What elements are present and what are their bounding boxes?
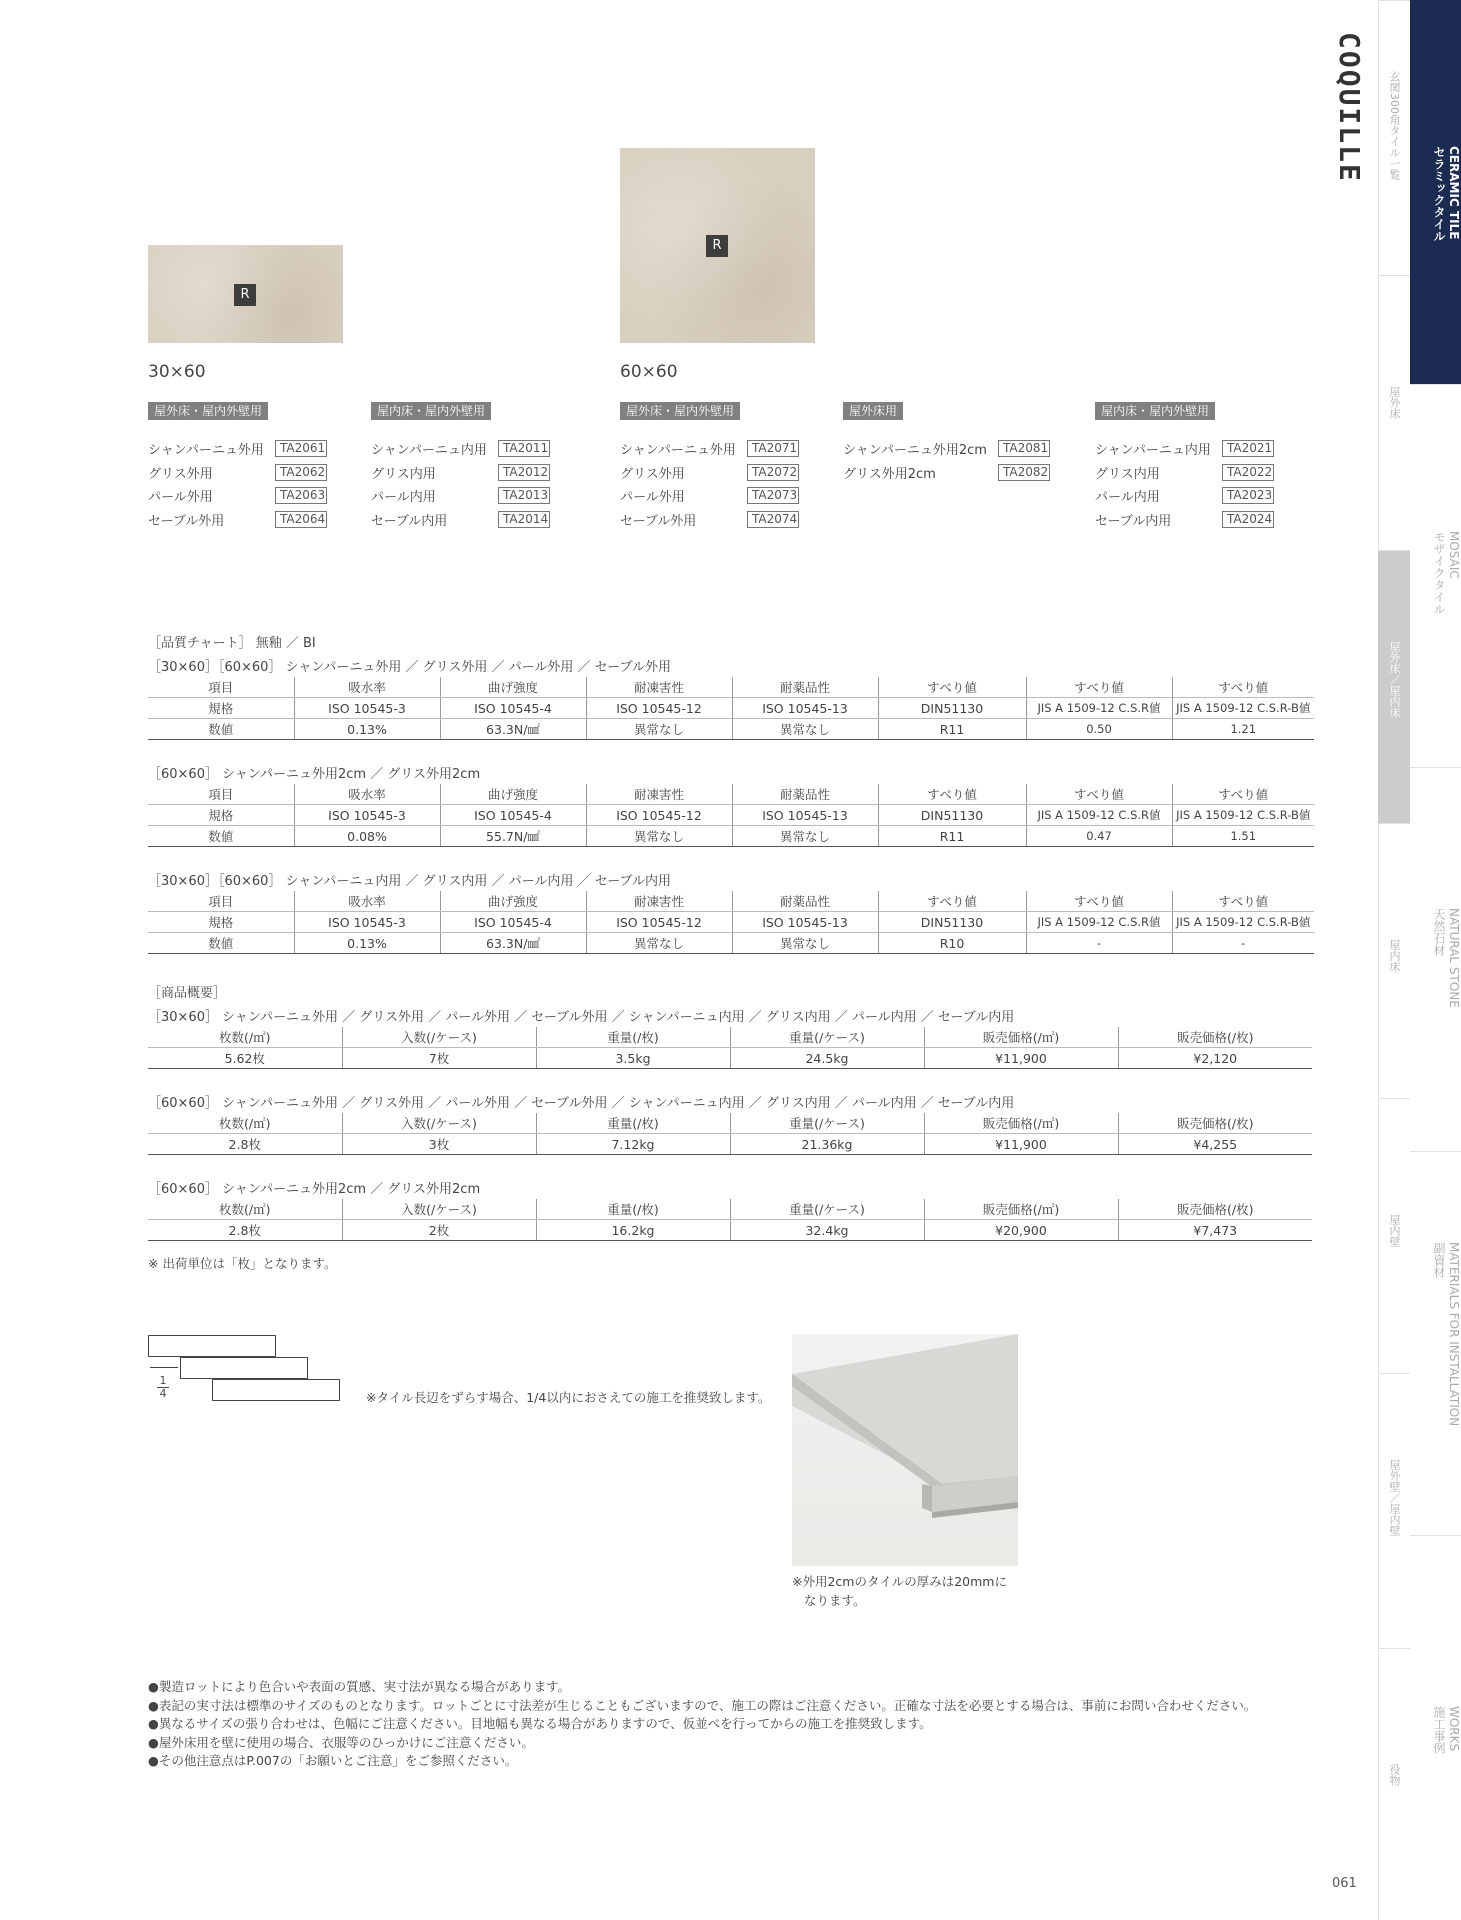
column-header: 枚数(/㎡) — [148, 1199, 342, 1220]
tab-label-en: WORKS — [1447, 1706, 1461, 1752]
product-name: セーブル内用 — [1095, 513, 1172, 529]
tab-label-jp: セラミックタイル — [1432, 146, 1446, 242]
table-row — [148, 698, 1314, 719]
tab-label-en: CERAMIC TILE — [1447, 146, 1461, 240]
table-cell: ISO 10545-13 — [732, 912, 878, 933]
offset-fraction — [157, 1375, 169, 1400]
table-cell: JIS A 1509-12 C.S.R値 — [1026, 698, 1172, 719]
product-name: シャンパーニュ外用2cm — [843, 443, 987, 458]
table-cell: ISO 10545-13 — [732, 805, 878, 826]
product-table — [148, 1113, 1312, 1155]
column-header: 耐薬品性 — [732, 677, 878, 698]
column-header: 耐薬品性 — [732, 891, 878, 912]
column-header: 枚数(/㎡) — [148, 1027, 342, 1048]
column-header: 曲げ強度 — [440, 891, 586, 912]
product-code: TA2014 — [498, 511, 550, 528]
column-header: すべり値 — [1172, 891, 1314, 912]
table-cell: ¥2,120 — [1118, 1048, 1312, 1069]
footnote: ●異なるサイズの張り合わせは、色幅にご注意ください。目地幅も異なる場合がありますので、仮並べを行ってからの施工を推奨致します。 — [148, 1716, 932, 1731]
quality-table — [148, 784, 1314, 847]
table-cell: - — [1026, 933, 1172, 954]
tile-size-label: 30×60 — [148, 362, 206, 382]
column-header: 販売価格(/枚) — [1118, 1027, 1312, 1048]
column-header: 吸水率 — [294, 677, 440, 698]
column-header: すべり値 — [1172, 784, 1314, 805]
offset-arrow — [150, 1367, 178, 1368]
product-table-title: ［30×60］ シャンパーニュ外用 ／ グリス外用 ／ パール外用 ／ セーブル外用 ／ シャンパーニュ内用 ／ グリス内用 ／ パール内用 ／ セーブル内用 — [148, 1010, 1015, 1025]
tile-bar — [148, 1335, 276, 1357]
column-header: すべり値 — [878, 891, 1026, 912]
table-cell: 55.7N/㎟ — [440, 826, 586, 847]
column-header: 耐凍害性 — [586, 784, 732, 805]
table-cell: 2.8枚 — [148, 1220, 342, 1241]
table-cell: 0.08% — [294, 826, 440, 847]
table-row — [148, 1134, 1312, 1155]
column-header: 入数(/ケース) — [342, 1027, 536, 1048]
subtab-label: 屋内壁 — [1388, 1214, 1401, 1247]
table-cell: 異常なし — [586, 933, 732, 954]
quality-table-title: ［30×60］［60×60］ シャンパーニュ内用 ／ グリス内用 ／ パール内用 ／ セーブル内用 — [148, 874, 671, 889]
tile-bar — [180, 1357, 308, 1379]
product-code: TA2071 — [747, 440, 799, 457]
tab-label-jp: 施工事例 — [1432, 1706, 1446, 1754]
table-cell: ¥11,900 — [924, 1134, 1118, 1155]
table-cell: ISO 10545-4 — [440, 805, 586, 826]
caption-line: なります。 — [804, 1593, 866, 1608]
column-header: 項目 — [148, 784, 294, 805]
subtab-trim[interactable] — [1378, 1648, 1410, 1920]
usage-category-label: 屋内床・屋内外壁用 — [371, 402, 491, 420]
subtab-label: 屋外壁／屋内壁 — [1388, 1459, 1401, 1536]
table-cell: 数値 — [148, 826, 294, 847]
table-cell: - — [1172, 933, 1314, 954]
column-header: 曲げ強度 — [440, 784, 586, 805]
table-cell: 異常なし — [586, 719, 732, 740]
subtab-label: 屋外床 — [1388, 386, 1401, 419]
tile-size-label: 60×60 — [620, 362, 678, 382]
table-row — [148, 1220, 1312, 1241]
column-header: 重量(/枚) — [536, 1199, 730, 1220]
column-header: 枚数(/㎡) — [148, 1113, 342, 1134]
subtab-indoor-floor[interactable] — [1378, 823, 1410, 1098]
product-name: セーブル外用 — [148, 513, 225, 529]
usage-category-label: 屋内床・屋内外壁用 — [1095, 402, 1215, 420]
table-cell: 32.4kg — [730, 1220, 924, 1241]
table-cell: 0.13% — [294, 719, 440, 740]
subtab-outdoor-floor[interactable] — [1378, 275, 1410, 550]
column-header: 吸水率 — [294, 891, 440, 912]
column-header: すべり値 — [878, 677, 1026, 698]
thickness-caption — [792, 1572, 1007, 1610]
column-header: すべり値 — [1026, 891, 1172, 912]
table-cell: JIS A 1509-12 C.S.R-B値 — [1172, 698, 1314, 719]
footnote: ●その他注意点はP.007の「お願いとご注意」をご参照ください。 — [148, 1753, 518, 1768]
table-cell: 7.12kg — [536, 1134, 730, 1155]
tab-label-jp: モザイクタイル — [1432, 531, 1446, 615]
column-header: 耐薬品性 — [732, 784, 878, 805]
tab-mosaic[interactable] — [1410, 384, 1461, 824]
product-name: パール外用 — [148, 490, 213, 505]
subtab-label: 屋外床／屋内床 — [1388, 641, 1401, 718]
column-header: 販売価格(/㎡) — [924, 1027, 1118, 1048]
table-cell: 7枚 — [342, 1048, 536, 1069]
product-table-title: ［60×60］ シャンパーニュ外用2cm ／ グリス外用2cm — [148, 1182, 481, 1197]
quality-chart-heading: ［品質チャート］ 無釉 ／ BⅠ — [148, 636, 316, 651]
quality-table — [148, 677, 1314, 740]
slip-rating-badge: R — [234, 284, 256, 306]
caption-line: ※外用2cmのタイルの厚みは20mmに — [792, 1574, 1007, 1589]
table-cell: 0.47 — [1026, 826, 1172, 847]
column-header: 吸水率 — [294, 784, 440, 805]
table-cell: 63.3N/㎟ — [440, 933, 586, 954]
subtab-label: 玄関300角タイル一覧 — [1388, 71, 1401, 180]
column-header: 項目 — [148, 891, 294, 912]
slip-rating-badge: R — [706, 235, 728, 257]
table-row — [148, 933, 1314, 954]
table-row — [148, 826, 1314, 847]
table-cell: ISO 10545-3 — [294, 698, 440, 719]
table-row — [148, 805, 1314, 826]
usage-category-label: 屋外床・屋内外壁用 — [620, 402, 740, 420]
tile-bar — [212, 1379, 340, 1401]
table-cell: 3.5kg — [536, 1048, 730, 1069]
table-cell: 0.50 — [1026, 719, 1172, 740]
table-cell: 規格 — [148, 698, 294, 719]
tab-label-en: MATERIALS FOR INSTALLATION — [1447, 1242, 1461, 1427]
tab-ceramic-tile[interactable] — [1410, 0, 1461, 384]
tab-label-en: MOSAIC — [1447, 531, 1461, 579]
table-cell: JIS A 1509-12 C.S.R値 — [1026, 805, 1172, 826]
column-header: 重量(/枚) — [536, 1113, 730, 1134]
table-cell: ISO 10545-3 — [294, 805, 440, 826]
table-cell: R11 — [878, 826, 1026, 847]
tab-works[interactable] — [1410, 1535, 1461, 1920]
column-header: 重量(/ケース) — [730, 1113, 924, 1134]
table-cell: 3枚 — [342, 1134, 536, 1155]
tab-natural-stone[interactable] — [1410, 767, 1461, 1151]
fraction-bottom: 4 — [157, 1387, 169, 1400]
usage-category-label: 屋外床用 — [843, 402, 903, 420]
table-cell: 異常なし — [732, 826, 878, 847]
quality-table-title: ［60×60］ シャンパーニュ外用2cm ／ グリス外用2cm — [148, 767, 481, 782]
column-header: 重量(/ケース) — [730, 1199, 924, 1220]
product-code: TA2021 — [1222, 440, 1274, 457]
subtab-outdoor-indoor-wall[interactable] — [1378, 1373, 1410, 1648]
table-cell: ISO 10545-4 — [440, 912, 586, 933]
offset-caption: ※タイル長辺をずらす場合、1/4以内におさえての施工を推奨致します。 — [366, 1390, 771, 1405]
product-code: TA2023 — [1222, 487, 1274, 504]
table-cell: JIS A 1509-12 C.S.R-B値 — [1172, 805, 1314, 826]
table-cell: JIS A 1509-12 C.S.R値 — [1026, 912, 1172, 933]
subtab-indoor-wall[interactable] — [1378, 1098, 1410, 1373]
table-cell: ISO 10545-12 — [586, 805, 732, 826]
product-code: TA2012 — [498, 464, 550, 481]
subtab-entrance-300[interactable] — [1378, 0, 1410, 275]
column-header: 曲げ強度 — [440, 677, 586, 698]
table-cell: ISO 10545-4 — [440, 698, 586, 719]
product-name: グリス外用 — [620, 466, 685, 482]
quality-table — [148, 891, 1314, 954]
product-code: TA2064 — [275, 511, 327, 528]
table-cell: R10 — [878, 933, 1026, 954]
product-name: グリス外用 — [148, 466, 213, 482]
product-code: TA2074 — [747, 511, 799, 528]
thickness-photo — [792, 1334, 1018, 1566]
column-header: 販売価格(/枚) — [1118, 1113, 1312, 1134]
column-header: すべり値 — [1172, 677, 1314, 698]
column-header: 入数(/ケース) — [342, 1199, 536, 1220]
column-header: 耐凍害性 — [586, 891, 732, 912]
product-name: パール内用 — [1095, 490, 1160, 505]
table-row — [148, 912, 1314, 933]
product-code: TA2062 — [275, 464, 327, 481]
column-header: 耐凍害性 — [586, 677, 732, 698]
product-overview-heading: ［商品概要］ — [148, 986, 227, 1001]
table-cell: ISO 10545-13 — [732, 698, 878, 719]
table-cell: 異常なし — [732, 719, 878, 740]
column-header: 重量(/枚) — [536, 1027, 730, 1048]
table-row — [148, 719, 1314, 740]
column-header: 販売価格(/枚) — [1118, 1199, 1312, 1220]
footnote: ●表記の実寸法は標準のサイズのものとなります。ロットごとに寸法差が生じることもございますので、施工の際はご注意ください。正確な寸法を必要とする場合は、事前にお問い合わせください。 — [148, 1697, 1257, 1713]
product-name: シャンパーニュ外用 — [620, 443, 736, 458]
table-cell: 2.8枚 — [148, 1134, 342, 1155]
table-cell: 21.36kg — [730, 1134, 924, 1155]
product-code: TA2072 — [747, 464, 799, 481]
subtab-label: 屋内床 — [1388, 939, 1401, 972]
table-cell: ¥20,900 — [924, 1220, 1118, 1241]
table-cell: ¥7,473 — [1118, 1220, 1312, 1241]
table-cell: 63.3N/㎟ — [440, 719, 586, 740]
table-cell: ¥11,900 — [924, 1048, 1118, 1069]
column-header: すべり値 — [1026, 784, 1172, 805]
product-code: TA2011 — [498, 440, 550, 457]
tile-swatch-30x60 — [148, 245, 343, 343]
fraction-top: 1 — [159, 1374, 167, 1387]
product-code: TA2024 — [1222, 511, 1274, 528]
brand-title: COQUILLE — [1333, 32, 1366, 183]
table-cell: 異常なし — [732, 933, 878, 954]
product-name: セーブル外用 — [620, 513, 697, 529]
tab-materials-for-installation[interactable] — [1410, 1151, 1461, 1535]
product-code: TA2061 — [275, 440, 327, 457]
product-name: セーブル内用 — [371, 513, 448, 529]
usage-category-label: 屋外床・屋内外壁用 — [148, 402, 268, 420]
table-cell: 0.13% — [294, 933, 440, 954]
product-name: グリス内用 — [1095, 466, 1160, 482]
product-code: TA2063 — [275, 487, 327, 504]
column-header: 重量(/ケース) — [730, 1027, 924, 1048]
product-code: TA2081 — [998, 440, 1050, 457]
subtab-outdoor-indoor-floor[interactable] — [1378, 550, 1410, 823]
footnote: ●製造ロットにより色合いや表面の質感、実寸法が異なる場合があります。 — [148, 1679, 571, 1694]
table-cell: 24.5kg — [730, 1048, 924, 1069]
tab-label-jp: 副資材 — [1432, 1242, 1446, 1278]
product-code: TA2073 — [747, 487, 799, 504]
product-name: シャンパーニュ外用 — [148, 443, 264, 458]
quality-table-title: ［30×60］［60×60］ シャンパーニュ外用 ／ グリス外用 ／ パール外用 ／ セーブル外用 — [148, 660, 671, 675]
table-cell: ¥4,255 — [1118, 1134, 1312, 1155]
table-cell: R11 — [878, 719, 1026, 740]
tile-swatch-60x60 — [620, 148, 815, 343]
table-cell: DIN51130 — [878, 805, 1026, 826]
product-name: グリス内用 — [371, 466, 436, 482]
table-cell: ISO 10545-3 — [294, 912, 440, 933]
table-cell: JIS A 1509-12 C.S.R-B値 — [1172, 912, 1314, 933]
column-header: すべり値 — [878, 784, 1026, 805]
table-cell: 数値 — [148, 933, 294, 954]
table-cell: 5.62枚 — [148, 1048, 342, 1069]
table-cell: 規格 — [148, 805, 294, 826]
product-code: TA2082 — [998, 464, 1050, 481]
table-cell: 2枚 — [342, 1220, 536, 1241]
tile-stack-illustration — [792, 1334, 1018, 1566]
product-table-title: ［60×60］ シャンパーニュ外用 ／ グリス外用 ／ パール外用 ／ セーブル外用 ／ シャンパーニュ内用 ／ グリス内用 ／ パール内用 ／ セーブル内用 — [148, 1096, 1015, 1111]
product-name: シャンパーニュ内用 — [371, 443, 487, 458]
column-header: 項目 — [148, 677, 294, 698]
table-cell: ISO 10545-12 — [586, 912, 732, 933]
table-cell: 数値 — [148, 719, 294, 740]
shipping-unit-note: ※ 出荷単位は「枚」となります。 — [148, 1256, 337, 1271]
table-cell: 規格 — [148, 912, 294, 933]
table-cell: 1.21 — [1172, 719, 1314, 740]
column-header: すべり値 — [1026, 677, 1172, 698]
tab-label-jp: 天然石材 — [1432, 908, 1446, 956]
column-header: 入数(/ケース) — [342, 1113, 536, 1134]
product-name: パール外用 — [620, 490, 685, 505]
table-cell: 異常なし — [586, 826, 732, 847]
table-cell: ISO 10545-12 — [586, 698, 732, 719]
table-cell: 1.51 — [1172, 826, 1314, 847]
product-code: TA2022 — [1222, 464, 1274, 481]
column-header: 販売価格(/㎡) — [924, 1199, 1118, 1220]
table-cell: DIN51130 — [878, 698, 1026, 719]
column-header: 販売価格(/㎡) — [924, 1113, 1118, 1134]
footnote: ●屋外床用を壁に使用の場合、衣服等のひっかけにご注意ください。 — [148, 1734, 534, 1750]
product-table — [148, 1027, 1312, 1069]
product-name: シャンパーニュ内用 — [1095, 443, 1211, 458]
tab-label-en: NATURAL STONE — [1447, 908, 1461, 1008]
table-cell: DIN51130 — [878, 912, 1026, 933]
subtab-label: 役物 — [1388, 1764, 1401, 1786]
table-row — [148, 1048, 1312, 1069]
page-number: 061 — [1332, 1876, 1357, 1891]
table-cell: 16.2kg — [536, 1220, 730, 1241]
product-name: パール内用 — [371, 490, 436, 505]
product-table — [148, 1199, 1312, 1241]
product-code: TA2013 — [498, 487, 550, 504]
product-name: グリス外用2cm — [843, 466, 936, 482]
